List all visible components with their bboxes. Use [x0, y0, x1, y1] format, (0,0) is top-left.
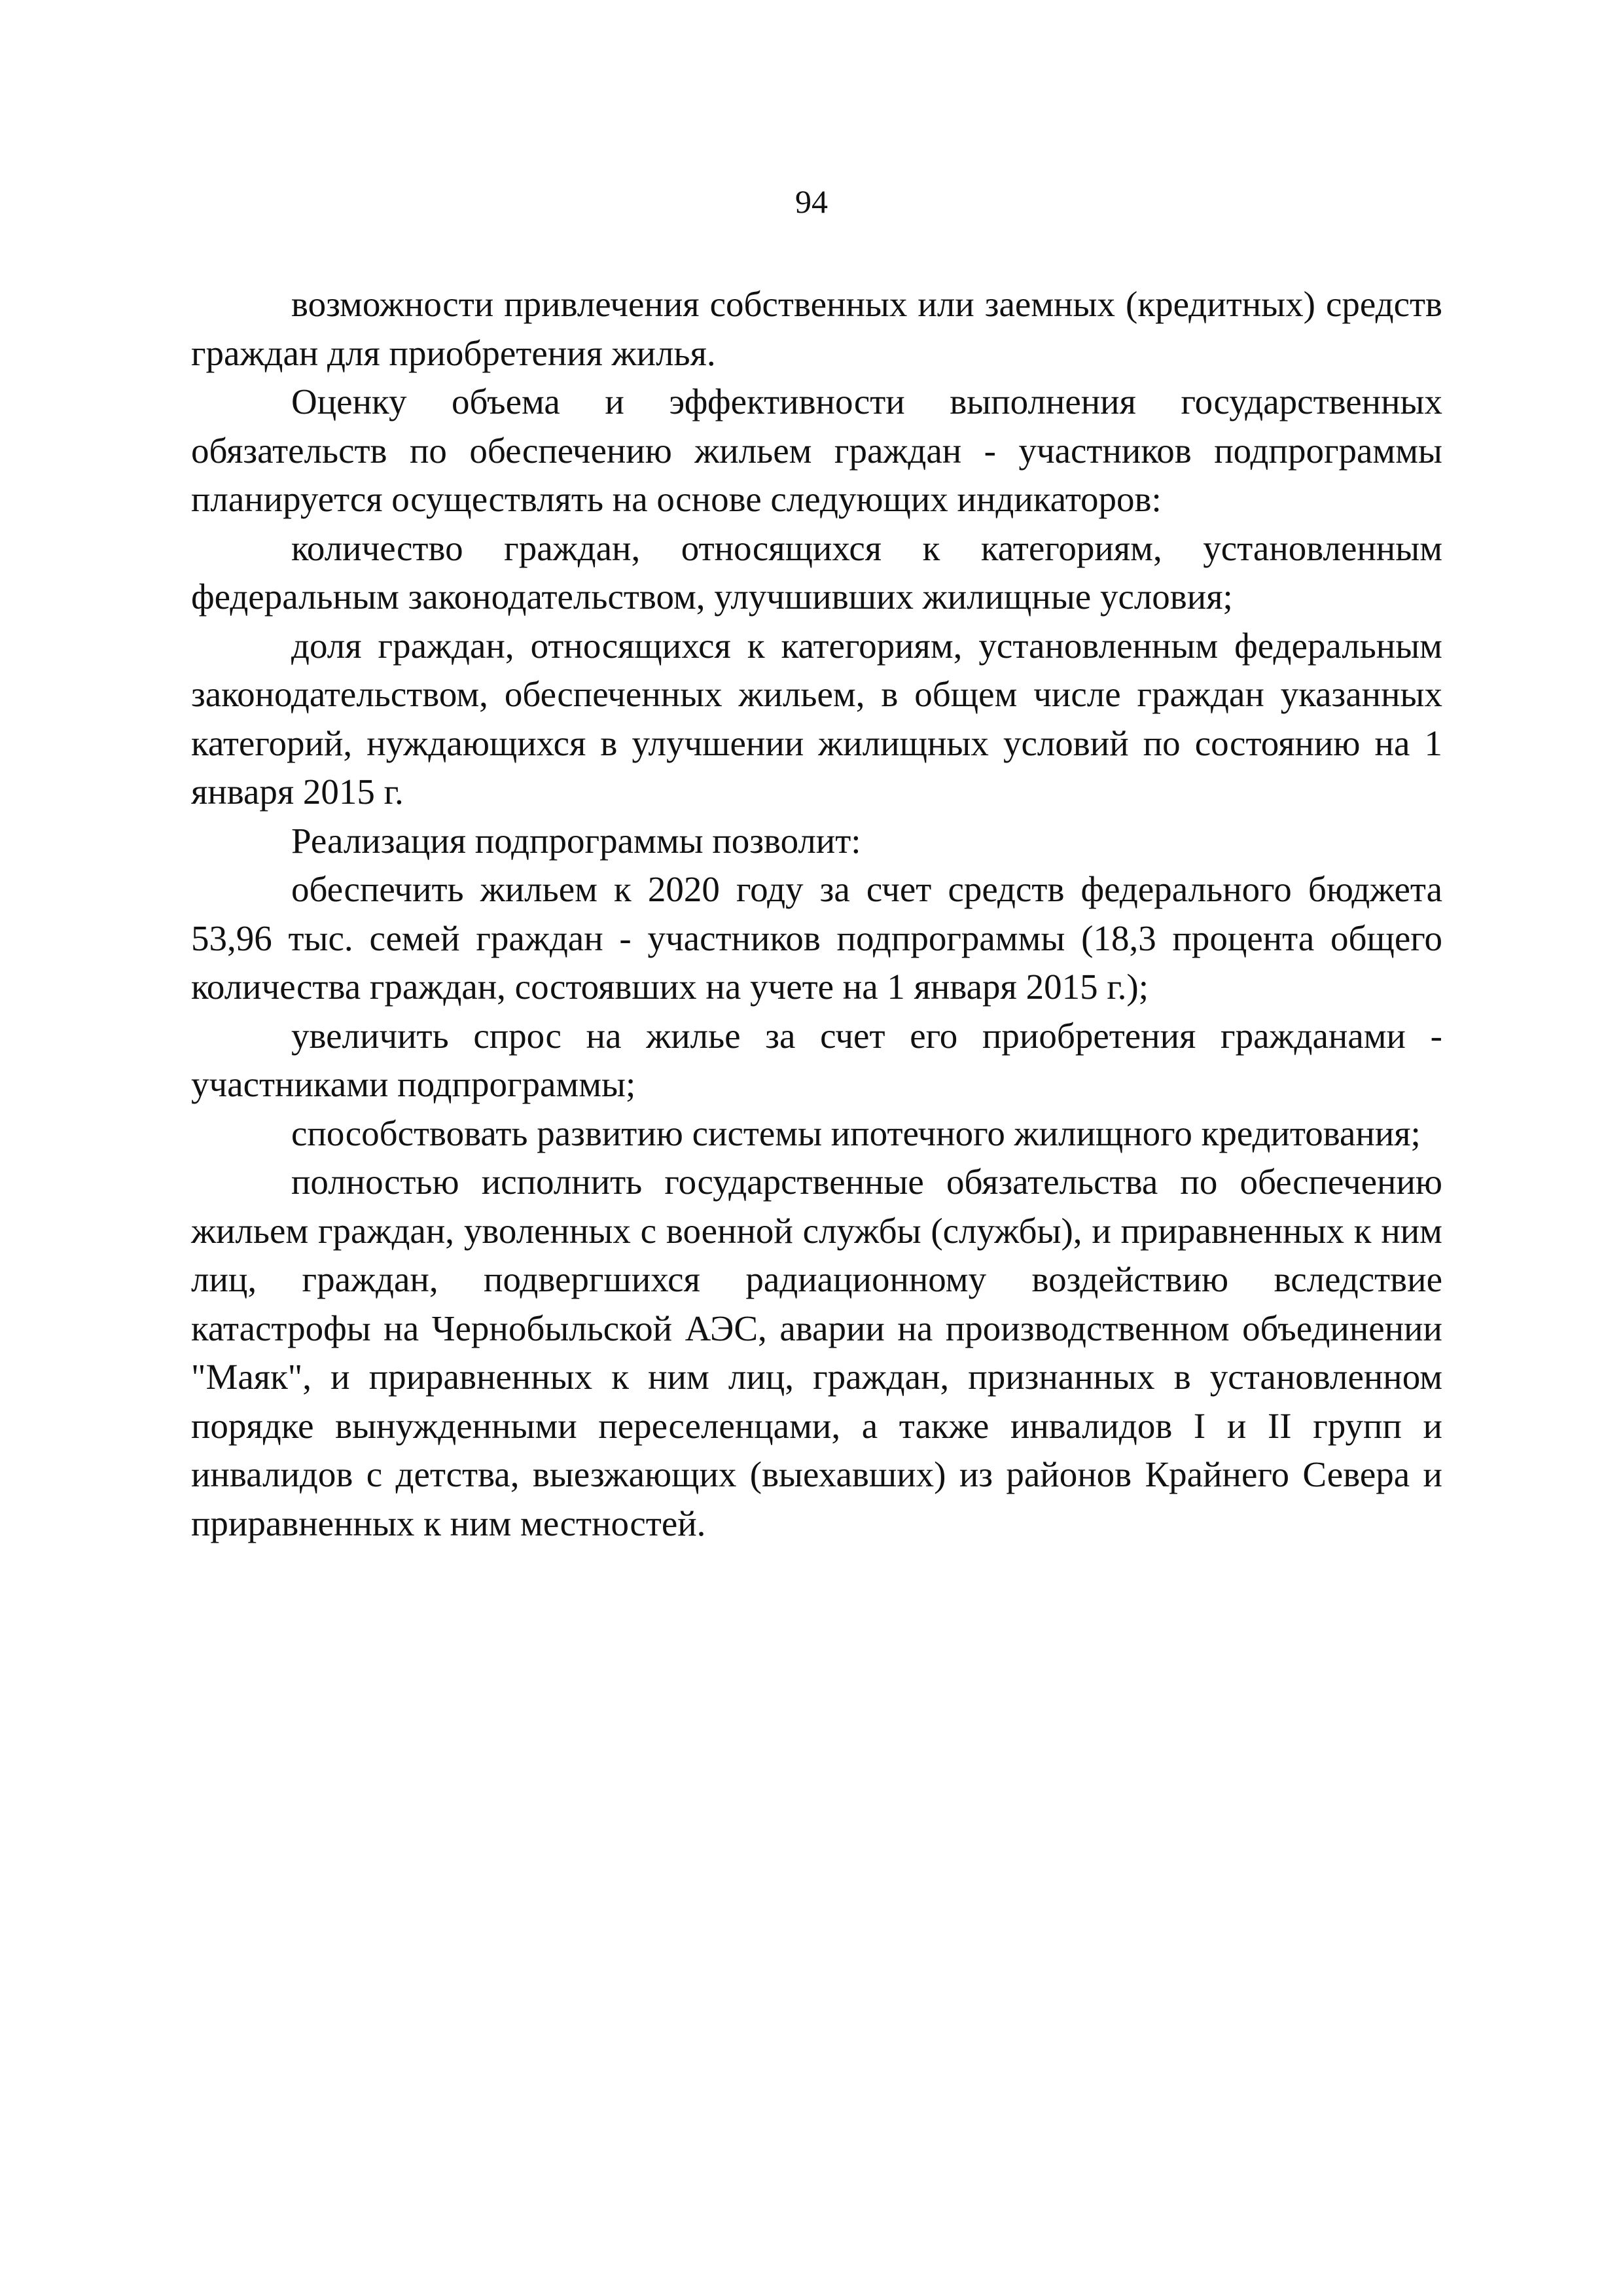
paragraph-indicator-count: количество граждан, относящихся к категориям, установленным федеральным законодательством, улучшивших жилищные условия;	[191, 528, 1442, 617]
paragraph-indicator-share: доля граждан, относящихся к категориям, установленным федеральным законодательством, обеспеченных жильем, в общем числе граждан указанных категорий, нуждающихся в улучшении жилищных условий по состоянию на 1 января 2015 г.	[191, 625, 1442, 812]
paragraph-results-intro: Реализация подпрограммы позволит:	[291, 820, 861, 861]
body-text	[191, 280, 1442, 1548]
paragraph-indicators-intro: Оценку объема и эффективности выполнения государственных обязательств по обеспечению жильем граждан - участников подпрограммы планируется осуществлять на основе следующих индикаторов:	[191, 382, 1442, 519]
paragraph-continuation: возможности привлечения собственных или заемных (кредитных) средств граждан для приобретения жилья.	[191, 284, 1442, 373]
paragraph-result-demand: увеличить спрос на жилье за счет его приобретения гражданами - участниками подпрограммы;	[191, 1015, 1442, 1104]
paragraph-result-obligations: полностью исполнить государственные обязательства по обеспечению жильем граждан, уволенных с военной службы (службы), и приравненных к ним лиц, граждан, подвергшихся радиационному воздействию вследствие катастрофы на Чернобыльской АЭС, аварии на производственном объединении "Маяк", и приравненных к ним лиц, граждан, признанных в установленном порядке вынужденными переселенцами, а также инвалидов I и II групп и инвалидов с детства, выезжающих (выехавших) из районов Крайнего Севера и приравненных к ним местностей.	[191, 1162, 1442, 1543]
paragraph-result-housing: обеспечить жильем к 2020 году за счет средств федерального бюджета 53,96 тыс. семей граждан - участников подпрограммы (18,3 процента общего количества граждан, состоявших на учете на 1 января 2015 г.);	[191, 869, 1442, 1007]
paragraph-result-mortgage: способствовать развитию системы ипотечного жилищного кредитования;	[291, 1113, 1421, 1153]
page-number: 94	[795, 183, 828, 220]
